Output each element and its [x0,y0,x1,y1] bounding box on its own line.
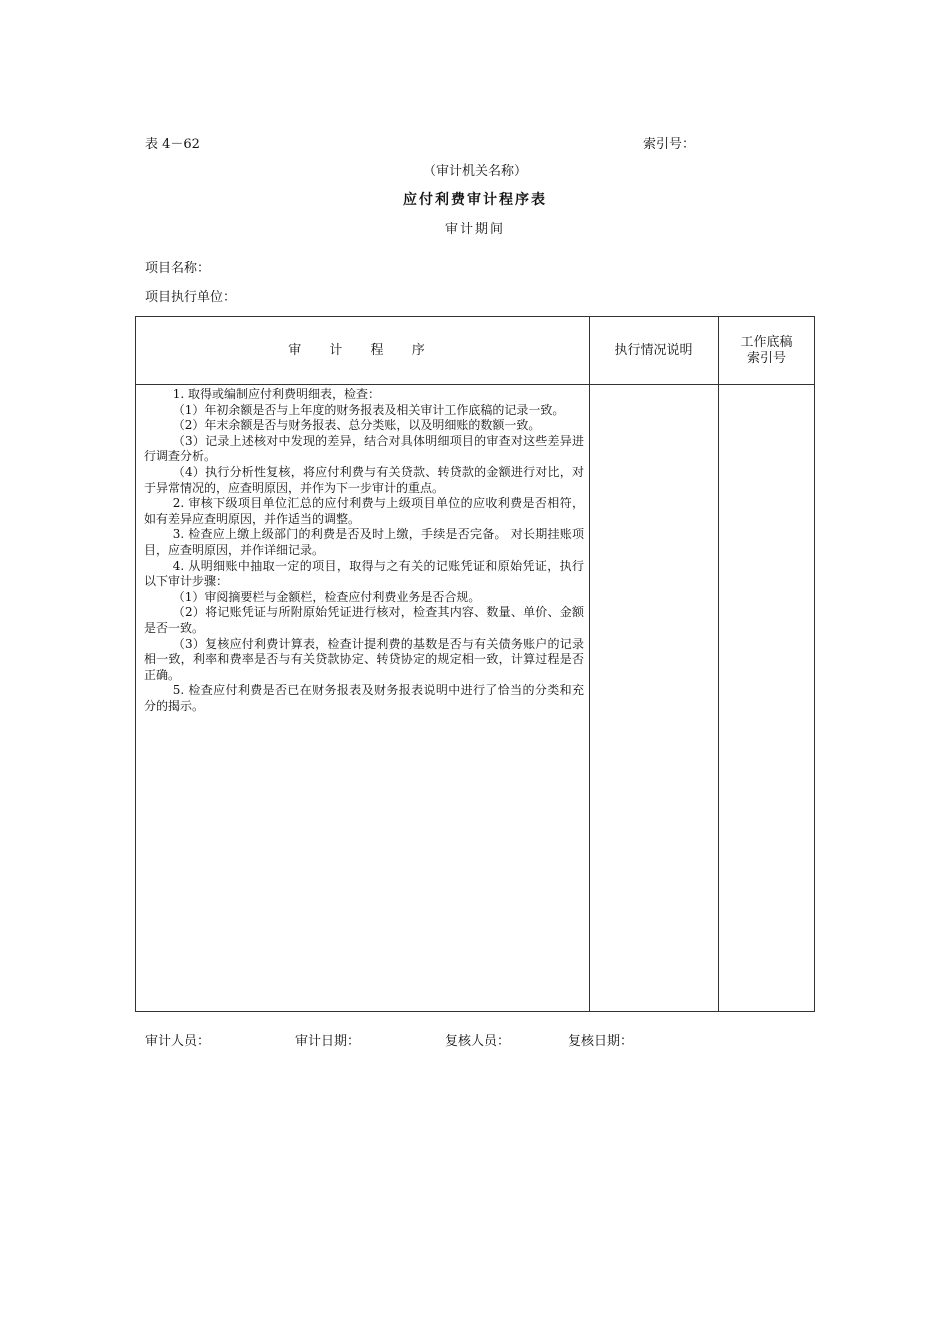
page-title: 应付利费审计程序表 [403,192,547,208]
procedure-item: （3）复核应付利费计算表，检查计提利费的基数是否与有关债务账户的记录相一致，利率和费率是否与有关贷款协定、转贷协定的规定相一致，计算过程是否正确。 [144,636,584,682]
procedure-item: 2. 审核下级项目单位汇总的应付利费与上级项目单位的应收利费是否相符，如有差异应查明原因，并作适当的调整。 [144,496,584,526]
audit-org-name: （审计机关名称） [422,164,527,179]
auditor-label: 审计人员： [145,1034,211,1049]
table-number: 表 4－62 [145,137,200,152]
index-number-label: 索引号： [643,137,696,152]
column-divider [718,317,719,1011]
column-divider [589,317,590,1011]
procedure-item: （3）记录上述核对中发现的差异，结合对具体明细项目的审查对这些差异进行调查分析。 [144,433,584,464]
project-unit-label: 项目执行单位： [145,290,237,305]
procedure-item: （1）审阅摘要栏与金额栏，检查应付利费业务是否合规。 [172,589,481,604]
procedure-item: 4. 从明细账中抽取一定的项目，取得与之有关的记账凭证和原始凭证，执行以下审计步骤： [144,558,584,589]
audit-date-label: 审计日期： [295,1034,361,1049]
header-workpaper-line2: 索引号 [746,350,786,366]
procedure-list [144,387,584,714]
header-audit-procedure: 审 计 程 序 [288,342,437,358]
procedure-item: （2）年末余额是否与财务报表、总分类账，以及明细账的数额一致。 [172,418,541,433]
project-name-label: 项目名称： [145,261,211,276]
audit-period: 审计期间 [444,222,505,237]
review-date-label: 复核日期： [568,1034,634,1049]
header-divider [136,384,814,385]
audit-procedure-table [135,316,815,1012]
header-workpaper-line1: 工作底稿 [740,334,793,350]
procedure-item: 1. 取得或编制应付利费明细表，检查： [172,387,381,401]
procedure-item: （4）执行分析性复核，将应付利费与有关贷款、转贷款的金额进行对比，对于异常情况的，应查明原因，并作为下一步审计的重点。 [144,464,584,495]
reviewer-label: 复核人员： [445,1034,511,1049]
procedure-item: （2）将记账凭证与所附原始凭证进行核对，检查其内容、数量、单价、金额是否一致。 [144,605,584,635]
header-workpaper-index [718,317,815,384]
procedure-item: （1）年初余额是否与上年度的财务报表及相关审计工作底稿的记录一致。 [172,402,565,417]
header-execution-notes: 执行情况说明 [614,342,693,358]
procedure-item: 5. 检查应付利费是否已在财务报表及财务报表说明中进行了恰当的分类和充分的揭示。 [144,683,584,713]
procedure-item: 3. 检查应上缴上级部门的利费是否及时上缴，手续是否完备。 对长期挂账项目，应查明原因，并作详细记录。 [144,527,584,557]
